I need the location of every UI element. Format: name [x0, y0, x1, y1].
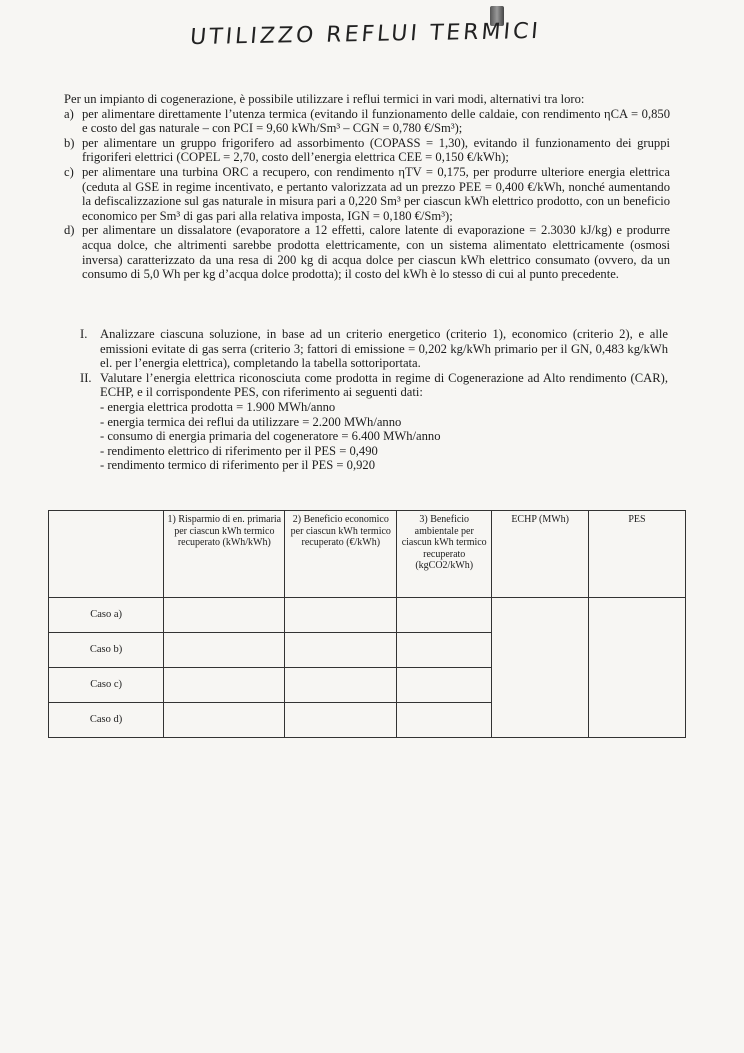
table-cell[interactable]	[164, 598, 285, 633]
option-label: d)	[64, 223, 75, 238]
table-cell[interactable]	[164, 633, 285, 668]
table-header-primary-savings: 1) Risparmio di en. primaria per ciascun kWh termico recuperato (kWh/kWh)	[164, 511, 285, 598]
table-header-environmental-benefit: 3) Beneficio ambientale per ciascun kWh termico recuperato (kgCO2/kWh)	[397, 511, 492, 598]
page-title: UTILIZZO REFLUI TERMICI	[188, 18, 542, 51]
table-cell[interactable]	[397, 668, 492, 703]
row-label: Caso c)	[49, 668, 164, 703]
table-header-blank	[49, 511, 164, 598]
question-label: I.	[80, 327, 88, 341]
intro-text: Per un impianto di cogenerazione, è possibile utilizzare i reflui termici in vari modi, alternativi tra loro:	[64, 92, 585, 106]
question-item	[80, 327, 668, 371]
question-item	[80, 371, 668, 400]
table-cell-pes[interactable]	[588, 598, 685, 738]
question-label: II.	[80, 370, 92, 385]
option-item	[64, 165, 670, 223]
option-label: b)	[64, 135, 75, 150]
table-cell[interactable]	[164, 668, 285, 703]
option-label: a)	[64, 106, 74, 121]
option-item	[64, 136, 670, 165]
data-item: - rendimento elettrico di riferimento per il PES = 0,490	[100, 443, 378, 458]
option-label: c)	[64, 164, 74, 179]
row-label: Caso b)	[49, 633, 164, 668]
data-item: - consumo di energia primaria del cogeneratore = 6.400 MWh/anno	[100, 429, 441, 444]
table-row	[49, 598, 686, 633]
results-table	[48, 510, 686, 738]
table-header-economic-benefit: 2) Beneficio economico per ciascun kWh termico recuperato (€/kWh)	[285, 511, 397, 598]
table-header-row	[49, 511, 686, 598]
table-cell[interactable]	[285, 633, 397, 668]
row-label: Caso d)	[49, 703, 164, 738]
option-item	[64, 223, 670, 281]
table-header-echp: ECHP (MWh)	[492, 511, 589, 598]
option-text: per alimentare direttamente l’utenza termica (evitando il funzionamento delle caldaie, con rendimento ηCA = 0,850 e costo del gas naturale – con PCI = 9,60 kWh/Sm³ – CGN = 0,780 €/Sm³);	[82, 106, 670, 136]
option-text: per alimentare un dissalatore (evaporatore a 12 effetti, calore latente di evaporazione = 2.3030 kJ/kg) e produrre acqua dolce, che altrimenti sarebbe prodotta elettricamente, con un sistema alimentato elettricamente (osmosi inversa) caratterizzato da una resa di 200 kg di acqua dolce per ciascun kWh elettrico consumato (ovvero, da un consumo di 5,0 Wh per kg d’acqua dolce prodotta); il costo del kWh è lo stesso di cui al punto precedente.	[82, 223, 670, 282]
table-cell[interactable]	[397, 598, 492, 633]
question-text: Analizzare ciascuna soluzione, in base ad un criterio energetico (criterio 1), economico (criterio 2), e alle emissioni evitate di gas serra (criterio 3; fattori di emissione = 0,202 kg/kWh primario per il GN, 0,483 kg/kWh el. per l’energia elettrica), completando la tabella sottoriportata.	[100, 327, 668, 371]
table-cell[interactable]	[285, 703, 397, 738]
table-cell[interactable]	[285, 668, 397, 703]
question-text: Valutare l’energia elettrica riconosciuta come prodotta in regime di Cogenerazione ad Alto rendimento (CAR), ECHP, e il corrispondente PES, con riferimento ai seguenti dati:	[100, 370, 668, 400]
table-header-pes: PES	[588, 511, 685, 598]
data-list	[80, 400, 668, 473]
table-cell-echp[interactable]	[492, 598, 589, 738]
problem-statement	[64, 92, 670, 282]
data-item: - energia elettrica prodotta = 1.900 MWh/anno	[100, 399, 336, 414]
option-text: per alimentare una turbina ORC a recupero, con rendimento ηTV = 0,175, per produrre ulteriore energia elettrica (ceduta al GSE in regime incentivato, e pertanto valorizzata ad un prezzo PEE = 0,400 €/kWh, nonché aumentando la defiscalizzazione sul gas naturale in misura pari a 0,220 Sm³ per ciascun kWh elettrico prodotto, con un beneficio economico per Sm³ di gas pari alla relativa imposta, IGN = 0,180 €/Sm³);	[82, 164, 670, 223]
table-cell[interactable]	[397, 703, 492, 738]
data-item: - energia termica dei reflui da utilizzare = 2.200 MWh/anno	[100, 414, 402, 429]
row-label: Caso a)	[49, 598, 164, 633]
option-text: per alimentare un gruppo frigorifero ad assorbimento (COPASS = 1,30), evitando il funzionamento dei gruppi frigoriferi elettrici (COPEL = 2,70, costo dell’energia elettrica CEE = 0,150 €/kWh);	[82, 135, 670, 165]
option-item	[64, 107, 670, 136]
table-cell[interactable]	[285, 598, 397, 633]
table-cell[interactable]	[397, 633, 492, 668]
table-cell[interactable]	[164, 703, 285, 738]
data-item: - rendimento termico di riferimento per il PES = 0,920	[100, 458, 376, 473]
options-list	[64, 107, 670, 282]
questions-block	[80, 327, 668, 473]
